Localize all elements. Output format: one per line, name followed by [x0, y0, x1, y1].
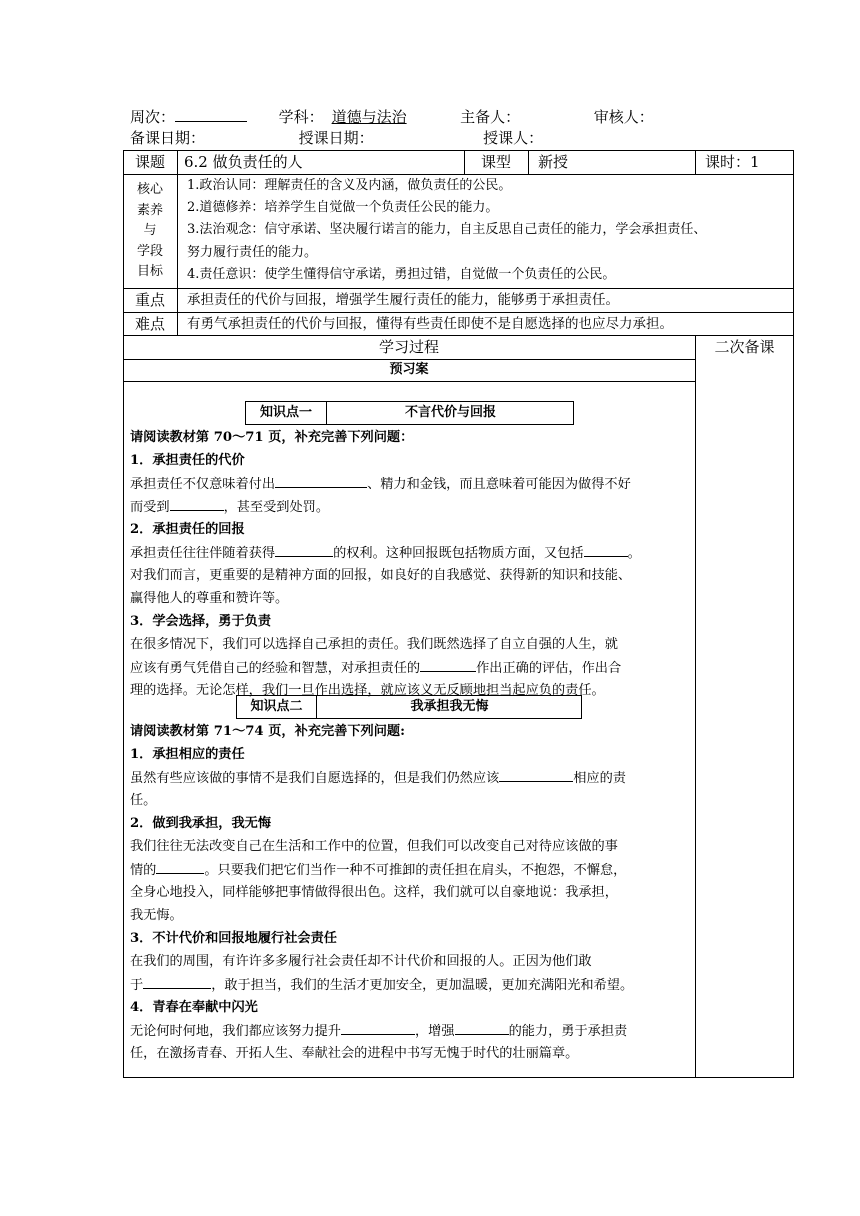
row-divider — [123, 174, 794, 175]
kp1-tag: 知识点一 — [259, 405, 312, 420]
kp2-s2-line2: 情的 。只要我们把它们当作一种不可推卸的责任担在肩头，不抱怨，不懈怠， — [130, 858, 626, 882]
kp2-s1-head: 1．承担相应的责任 — [130, 747, 245, 762]
preview-label: 预习案 — [389, 362, 429, 377]
kp1-s2-head: 2．承担责任的回报 — [130, 522, 245, 537]
subject-value: 道德与法治 — [331, 108, 407, 126]
kp2-s1-line1: 虽然有些应该做的事情不是我们自愿选择的，但是我们仍然应该 相应的责 — [130, 766, 626, 790]
row-divider — [123, 288, 794, 289]
row-divider — [123, 381, 695, 382]
kp1-title: 不言代价与回报 — [404, 405, 496, 420]
kp1-s2-line1: 承担责任往往伴随着获得 的权利。这种回报既包括物质方面，又包括 。 — [130, 541, 641, 565]
topic-value: 6.2 做负责任的人 — [184, 153, 303, 171]
difficulty-value: 有勇气承担责任的代价与回报，懂得有些责任即使不是自愿选择的也应尽力承担。 — [187, 316, 673, 332]
kp2-s2-line1: 我们往往无法改变自己在生活和工作中的位置，但我们可以改变自己对待应该做的事 — [130, 839, 618, 854]
topic-label: 课题 — [134, 153, 165, 171]
teach-date-label: 授课日期： — [298, 129, 374, 147]
blank[interactable] — [156, 858, 204, 874]
kp1-box — [245, 401, 574, 425]
kp1-s3-line1: 在很多情况下，我们可以选择自己承担的责任。我们既然选择了自立自强的人生，就 — [130, 637, 618, 652]
blank[interactable] — [341, 1019, 415, 1035]
kp2-title: 我承担我无悔 — [410, 699, 489, 714]
period-label: 课时：1 — [705, 153, 760, 171]
objective-4: 4.责任意识：使学生懂得信守承诺，勇担过错，自觉做一个负责任的公民。 — [187, 267, 616, 282]
reviewer-label: 审核人： — [593, 108, 654, 126]
key-label: 重点 — [134, 291, 165, 309]
kp1-s2-line2: 对我们而言，更重要的是精神方面的回报，如良好的自我感觉、获得新的知识和技能、 — [130, 568, 632, 583]
process-label: 学习过程 — [378, 338, 439, 356]
difficulty-label: 难点 — [134, 315, 165, 333]
week-label: 周次： — [130, 108, 176, 126]
col-divider — [528, 150, 529, 174]
blank[interactable] — [170, 495, 224, 511]
kp1-s1-head: 1．承担责任的代价 — [130, 453, 245, 468]
kp2-s3-line1: 在我们的周围，有许许多多履行社会责任却不计代价和回报的人。正因为他们敢 — [130, 954, 592, 969]
kp2-box — [236, 695, 582, 719]
kp1-s1-line1: 承担责任不仅意味着付出 、精力和金钱，而且意味着可能因为做得不好 — [130, 472, 631, 496]
kp1-s1-line2: 而受到 ，甚至受到处罚。 — [130, 495, 329, 519]
kp2-s2-line4: 我无悔。 — [130, 908, 183, 923]
blank[interactable] — [420, 656, 476, 672]
type-value: 新授 — [538, 153, 569, 171]
col-divider — [695, 335, 696, 1078]
kp2-s4-line2: 任，在激扬青春、开拓人生、奉献社会的进程中书写无愧于时代的壮丽篇章。 — [130, 1046, 579, 1061]
row-divider — [123, 312, 794, 313]
blank[interactable] — [275, 472, 367, 488]
col-divider — [177, 150, 178, 335]
col-divider — [695, 150, 696, 174]
kp2-s4-line1: 无论何时何地，我们都应该努力提升 ，增强 的能力，勇于承担责 — [130, 1019, 627, 1043]
kp2-s2-line3: 全身心地投入，同样能够把事情做得很出色。这样，我们就可以自豪地说：我承担， — [130, 885, 618, 900]
objective-2: 2.道德修养：培养学生自觉做一个负责任公民的能力。 — [187, 200, 499, 215]
prep-date-label: 备课日期： — [130, 129, 206, 147]
kp2-intro: 请阅读教材第 71～74 页，补充完善下列问题: — [130, 724, 405, 739]
core-label: 核心 素养 与 学段 目标 — [136, 182, 163, 279]
type-label: 课型 — [480, 153, 511, 171]
week-blank[interactable] — [175, 106, 247, 122]
objective-1: 1.政治认同：理解责任的含义及内涵，做负责任的公民。 — [187, 178, 512, 193]
blank[interactable] — [275, 541, 333, 557]
kp2-s1-line2: 任。 — [130, 793, 157, 808]
blank[interactable] — [455, 1019, 509, 1035]
header-line-1 — [130, 106, 654, 127]
subject-label: 学科： — [278, 108, 324, 126]
kp1-s3-line3: 理的选择。无论怎样，我们一旦作出选择，就应该义无反顾地担当起应负的责任。 — [130, 683, 605, 698]
blank[interactable] — [143, 973, 211, 989]
kp2-s2-head: 2．做到我承担，我无悔 — [130, 816, 272, 831]
preparer-label: 主备人： — [460, 108, 521, 126]
objective-3-cont: 努力履行责任的能力。 — [187, 245, 318, 260]
kp1-intro: 请阅读教材第 70～71 页，补充完善下列问题： — [130, 430, 414, 445]
key-value: 承担责任的代价与回报，增强学生履行责任的能力，能够勇于承担责任。 — [187, 292, 619, 308]
blank[interactable] — [584, 541, 628, 557]
kp2-s3-line2: 于 ，敢于担当，我们的生活才更加安全，更加温暖，更加充满阳光和希望。 — [130, 973, 633, 997]
second-prep-label: 二次备课 — [714, 338, 775, 356]
kp1-s3-line2: 应该有勇气凭借自己的经验和智慧，对承担责任的 作出正确的评估，作出合 — [130, 656, 621, 680]
kp1-s2-line3: 赢得他人的尊重和赞许等。 — [130, 591, 289, 606]
header-line-2 — [130, 128, 543, 148]
objective-3: 3.法治观念：信守承诺、坚决履行诺言的能力，自主反思自己责任的能力，学会承担责任、 — [187, 222, 707, 237]
kp2-s3-head: 3．不计代价和回报地履行社会责任 — [130, 931, 337, 946]
kp2-s4-head: 4．青春在奉献中闪光 — [130, 1000, 258, 1015]
kp2-tag: 知识点二 — [250, 699, 303, 714]
blank[interactable] — [499, 766, 573, 782]
row-divider — [123, 335, 794, 336]
teacher-label: 授课人： — [483, 129, 544, 147]
kp1-s3-head: 3．学会选择，勇于负责 — [130, 614, 272, 629]
